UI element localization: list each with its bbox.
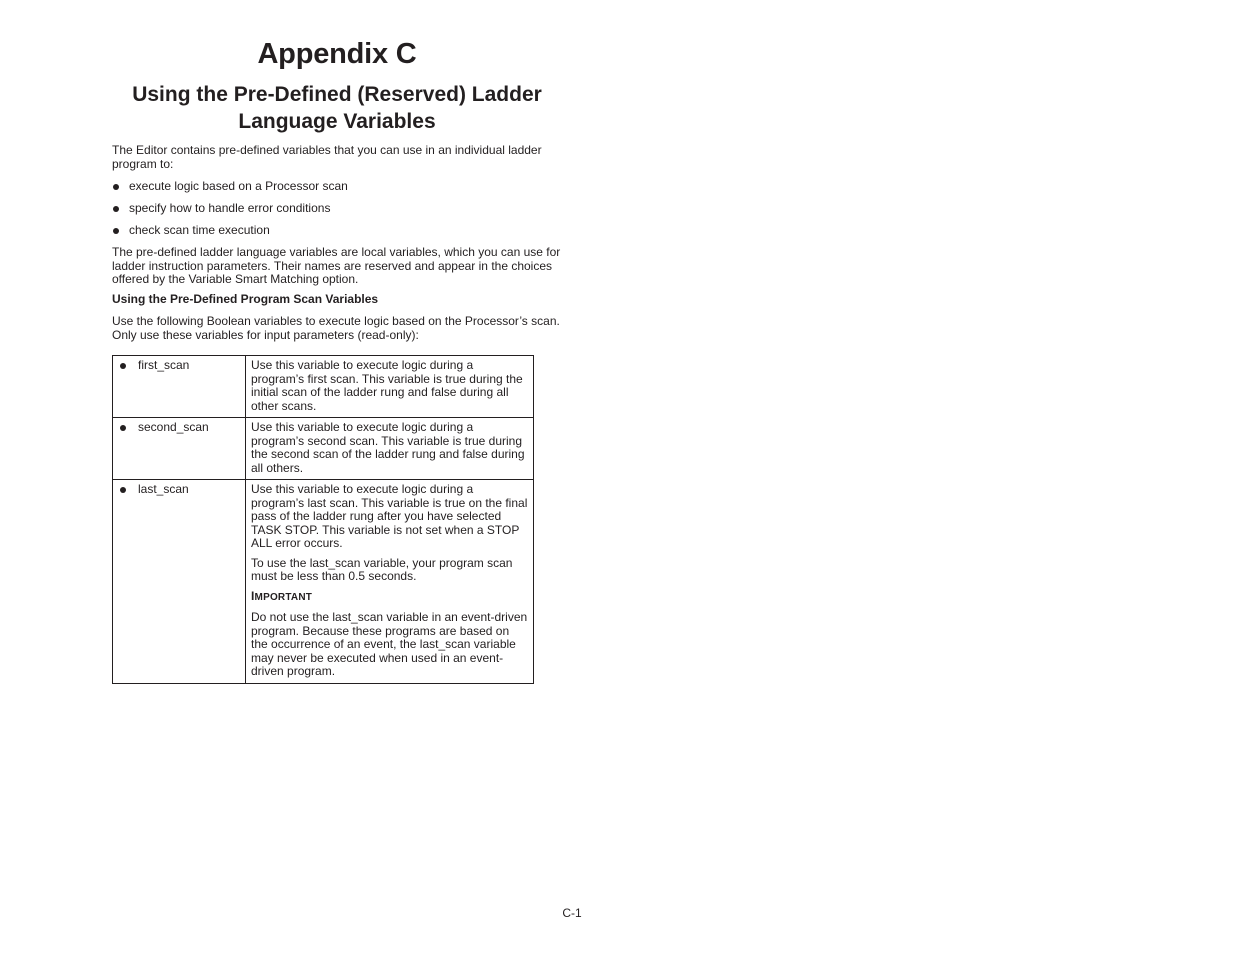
chapter-title: Using the Pre-Defined (Reserved) Ladder Language Variables (132, 83, 542, 133)
variable-description-cell (246, 356, 534, 418)
page-number: C-1 (562, 906, 582, 920)
list-item-text: execute logic based on a Processor scan (129, 178, 348, 193)
description-paragraph: The pre-defined ladder language variables are local variables, which you can use for ladder instruction parameters. Their names are reserved and appear in the choices offered by the Variable Smart Matching option. (112, 245, 561, 286)
bullet-icon (120, 487, 126, 493)
bullet-icon (113, 184, 119, 190)
section-paragraph: Use the following Boolean variables to execute logic based on the Processor’s scan. Only use these variables for input parameters (read-only): (112, 314, 560, 342)
list-item (112, 202, 562, 216)
variable-description-cell (246, 480, 534, 684)
variable-name-cell (113, 418, 246, 480)
table-row (113, 356, 534, 418)
important-text: Do not use the last_scan variable in an event-driven program. Because these programs are based on the occurrence of an event, the last_scan variable may never be executed when used in an event-driven program. (251, 610, 528, 678)
variable-description: Use this variable to execute logic during a program’s first scan. This variable is true during the initial scan of the ladder rung and false during all other scans. (251, 358, 523, 413)
list-item-text: specify how to handle error conditions (129, 200, 331, 215)
bullet-icon (113, 206, 119, 212)
variable-description-cell (246, 418, 534, 480)
intro-paragraph: The Editor contains pre-defined variables that you can use in an individual ladder program to: (112, 143, 542, 171)
bullet-list (112, 180, 562, 238)
list-item (112, 224, 562, 238)
bullet-icon (113, 228, 119, 234)
list-item-text: check scan time execution (129, 222, 270, 237)
scan-variables-table (112, 355, 534, 684)
important-label: IMPORTANT (251, 588, 313, 603)
variable-note: To use the last_scan variable, your program scan must be less than 0.5 seconds. (251, 555, 513, 583)
variable-name: second_scan (138, 420, 209, 434)
variable-name-cell (113, 480, 246, 684)
table-row (113, 480, 534, 684)
list-item (112, 180, 562, 194)
variable-name-cell (113, 356, 246, 418)
variable-name: first_scan (138, 358, 190, 372)
section-heading: Using the Pre-Defined Program Scan Variables (112, 291, 379, 306)
bullet-icon (120, 363, 126, 369)
variable-description: Use this variable to execute logic during a program’s second scan. This variable is true during the second scan of the ladder rung and false during all others. (251, 420, 525, 475)
table-row (113, 418, 534, 480)
variable-name: last_scan (138, 482, 189, 496)
bullet-icon (120, 425, 126, 431)
variable-description: Use this variable to execute logic during a program’s last scan. This variable is true on the final pass of the ladder rung after you have selected TASK STOP. This variable is not set when a STOP ALL error occurs. (251, 482, 528, 550)
appendix-title: Appendix C (257, 38, 417, 70)
page-content (112, 36, 562, 342)
